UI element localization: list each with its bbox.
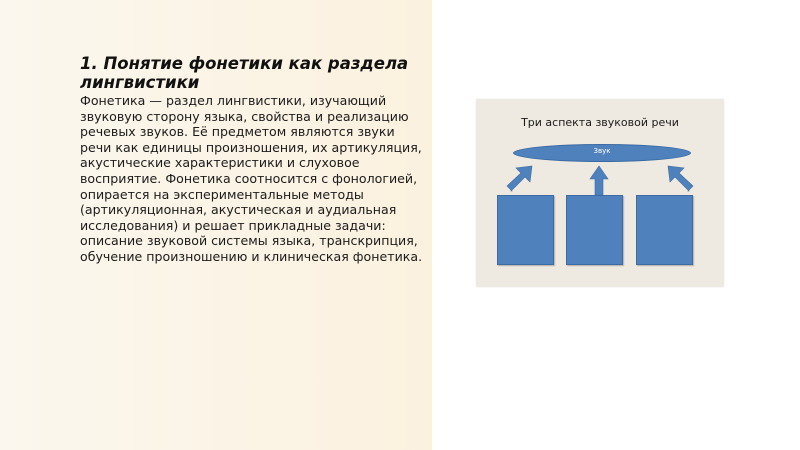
- aspect-box-right: [636, 195, 693, 265]
- slide-title: 1. Понятие фонетики как раздела лингвистики: [80, 54, 409, 92]
- arrow-right: [668, 166, 693, 191]
- slide-body-text: Фонетика — раздел лингвистики, изучающий звуковую сторону языка, свойства и реализацию речевых звуков. Её предметом являются звуки речи как единицы произношения, их артикуляция, акустические характеристики и слуховое восприятие. Фонетика соотносится с фонологией, опирается на экспериментальные методы (артикуляционная, акустическая и аудиальная исследования) и решает прикладные задачи: описание звуковой системы языка, транскрипция, обучение произношению и клиническая фонетика.: [80, 93, 423, 264]
- diagram-title: Три аспекта звуковой речи: [521, 116, 679, 129]
- three-aspects-diagram: [476, 99, 724, 287]
- arrow-left: [507, 166, 532, 191]
- arrow-center: [590, 166, 608, 195]
- aspect-box-left: [497, 195, 554, 265]
- aspect-box-center: [566, 195, 623, 265]
- sound-ellipse-label: Звук: [593, 147, 611, 155]
